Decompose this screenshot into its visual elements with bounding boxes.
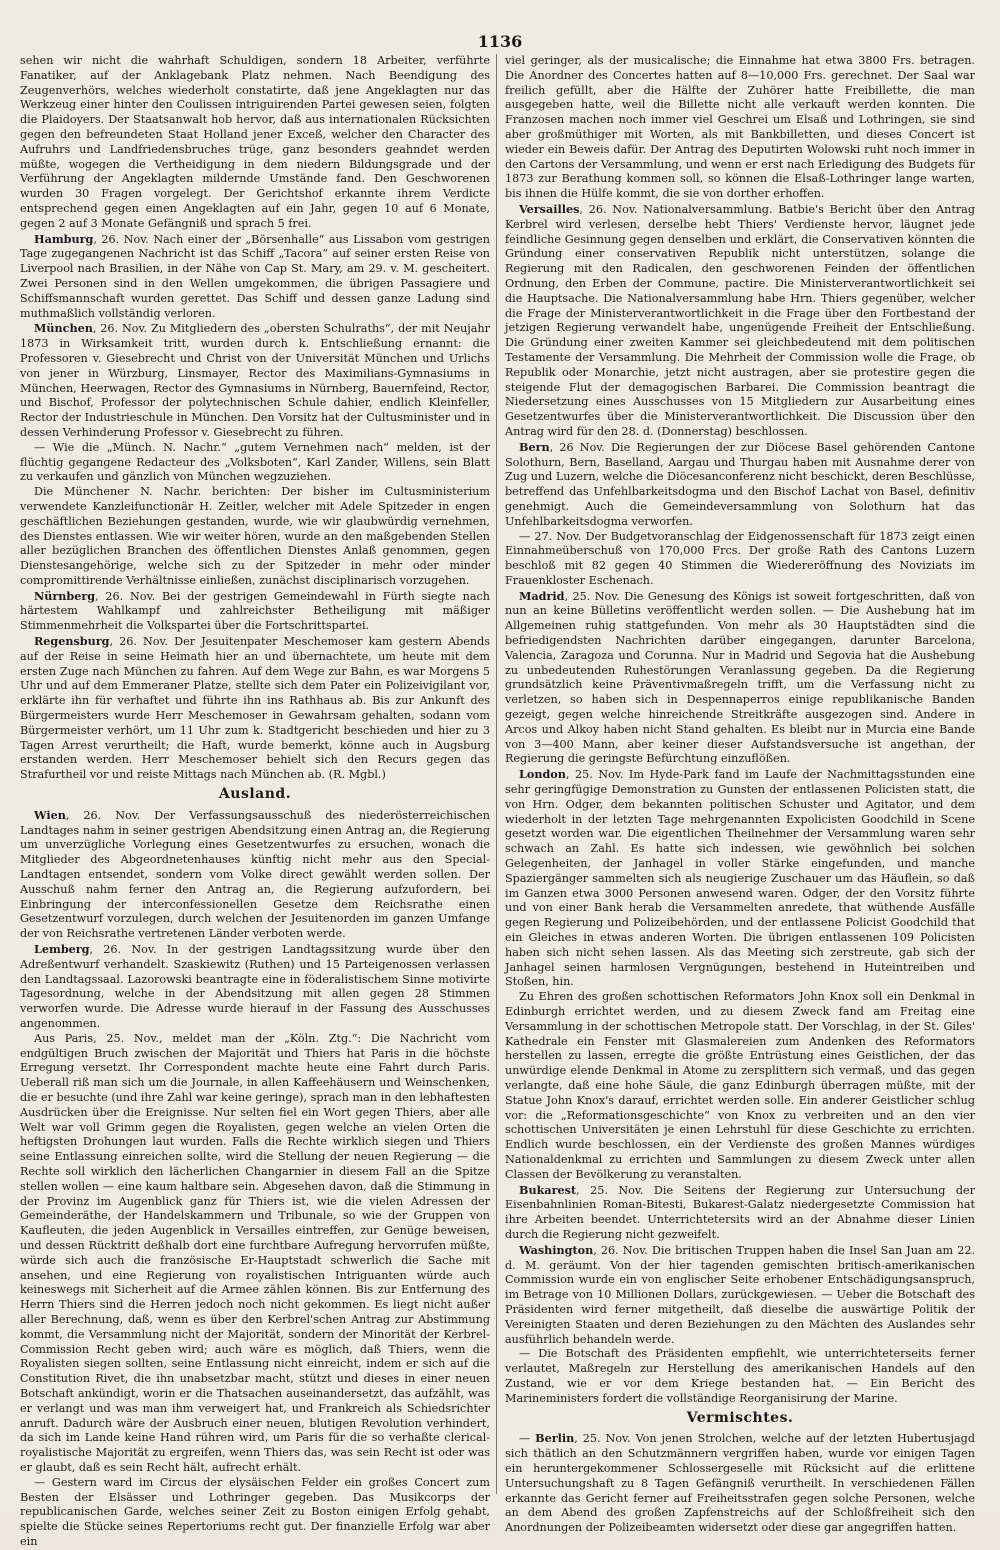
left-column-articles — [20, 54, 490, 783]
article-paragraph: Madrid, 25. Nov. Die Genesung des Königs ist soweit fortgeschritten, daß von nun an keine Bülletins veröffentlicht werden sollen. — Die Aushebung hat im Allgemeinen ruhig stattgefunden. Von mehr als 30 Hauptstädten sind die befriedigendsten Nachrichten darüber eingegangen, darunter Barcelona, Valencia, Zaragoza und Corunna. Nur in Madrid und Segovia hat die Aushebung zu unbedeutenden Ruhestörungen Veranlassung gegeben. Da die Regierung grundsätzlich keine Präventivmaßregeln trifft, um die Verfassung nicht zu verletzen, so haben sich in Despennaperros einige republikanische Banden gezeigt, gegen welche hinreichende Streitkräfte ausgezogen sind. Andere in Arcos und Alkoy haben nicht Stand gehalten. Es bleibt nur in Murcia eine Bande von 3—400 Mann, aber keiner dieser Aufstandsversuche ist angethan, der Regierung die geringste Befürchtung einzuflößen. — [505, 588, 975, 766]
article-paragraph: — Gestern ward im Circus der elysäischen Felder ein großes Concert zum Besten der Elsässer und Lothringer gegeben. Das Musikcorps der republicanischen Garde, welches seiner Zeit zu Boston einigen Erfolg gehabt, spielte die Stücke seines Repertoriums recht gut. Der finanzielle Erfolg war aber ein — [20, 1475, 490, 1548]
article-paragraph: — Die Botschaft des Präsidenten empfiehlt, wie unterrichteterseits ferner verlautet, Maßregeln zur Herstellung des amerikanischen Handels auf den Zustand, wie er vor dem Kriege bestanden hat. — Ein Bericht des Marineministers fordert die vollständige Reorganisirung der Marine. — [505, 1347, 975, 1405]
dateline-place: Wien — [34, 807, 66, 822]
section-heading-vermischtes: Vermischtes. — [686, 1409, 794, 1426]
dateline-place: Berlin — [535, 1431, 575, 1446]
article-paragraph: Bern, 26 Nov. Die Regierungen der zur Diöcese Basel gehörenden Cantone Solothurn, Bern, Baselland, Aargau und Thurgau haben mit Ausnahme derer von Zug und Luzern, welche die Diöcesanconferenz nicht beschickt, deren Beschlüsse, betreffend das Unfehlbarkeitsdogma und den Bischof Lachat von Basel, definitiv genehmigt. Auch die Gemeindeversammlung von Solothurn hat das Unfehlbarkeitsdogma verworfen. — [505, 439, 975, 528]
article-paragraph: — 27. Nov. Der Budgetvoranschlag der Eidgenossenschaft für 1873 zeigt einen Einnahmeüberschuß von 170,000 Frcs. Der große Rath des Cantons Luzern beschloß mit 82 gegen 40 Stimmen die Wiedereröffnung des Noviziats im Frauenkloster Eschenach. — [505, 529, 975, 587]
dateline-place: Bern — [519, 439, 550, 454]
article-paragraph: Bukarest, 25. Nov. Die Seitens der Regierung zur Untersuchung der Eisenbahnlinien Roman-Bitesti, Bukarest-Galatz niedergesetzte Commission hat ihre Arbeiten beendet. Unterrichtetersits wird an der Abnahme dieser Linien durch die Regierung nicht gezweifelt. — [505, 1182, 975, 1241]
article-paragraph: Wien, 26. Nov. Der Verfassungsausschuß des niederösterreichischen Landtages nahm in seiner gestrigen Abendsitzung einen Antrag an, die Regierung um unverzügliche Vorlegung eines Gesetzentwurfes zu ersuchen, wonach die Mitglieder des Abgeordnetenhauses künftig nicht mehr aus den Special-Landtagen entsendet, sondern vom Volke direct gewählt werden sollen. Der Ausschuß nahm ferner den Antrag an, die Regierung aufzufordern, bei Einbringung der interconfessionellen Gesetze dem Reichsrathe einen Gesetzentwurf vorzulegen, durch welchen der Jesuitenorden im ganzen Umfange der von Reichsrathe vertretenen Länder verboten werde. — [20, 807, 490, 941]
dateline-place: Versailles — [519, 201, 580, 216]
article-paragraph: Aus Paris, 25. Nov., meldet man der „Köln. Ztg.“: Die Nachricht vom endgültigen Bruch zwischen der Majorität und Thiers hat Paris in die höchste Erregung versetzt. Ihr Correspondent machte heute eine Fahrt durch Paris. Ueberall riß man sich um die Journale, in allen Kaffeehäusern und Weinschenken, die er besuchte (und ihre Zahl war keine geringe), sprach man in den lebhaftesten Ausdrücken über die Ereignisse. Nur selten fiel ein Wort gegen Thiers, aber alle Welt war voll Grimm gegen die Royalisten, gegen welche an vielen Orten die heftigsten Drohungen laut wurden. Falls die Rechte wirklich siegen und Thiers seine Entlassung einreichen sollte, wird die Stellung der neuen Regierung — die Rechte soll wirklich den lächerlichen Changarnier in diesem Fall an die Spitze stellen wollen — eine kaum haltbare sein. Abgesehen davon, daß die Stimmung in der Provinz im Augenblick ganz für Thiers ist, wie die vielen Adressen der Gemeinderäthe, der Handelskammern und Tribunale, so wie der Gruppen von Kaufleuten, die jeden Augenblick in Versailles eintreffen, zur Genüge beweisen, und dessen Rücktritt deßhalb dort eine furchtbare Aufregung hervorrufen müßte, würde sich auch die französische Er-Hauptstadt schwerlich die Sache mit ansehen, und eine Regierung von royalistischen Intriguanten würde auch keineswegs mit Sicherheit auf die Armee zählen können. Bis zur Entfernung des Herrn Thiers sind die Herren jedoch noch nicht gekommen. Es liegt nicht außer aller Berechnung, daß, wenn es über den Kerbrel'schen Antrag zur Abstimmung kommt, die Versammlung nicht der Majorität, sondern der Minorität der Kerbrel-Commission Recht geben wird; auch wäre es möglich, daß Thiers, wenn die Royalisten siegen sollten, seine Entlassung nicht einreicht, indem er sich auf die Constitution Rivet, die ihn unabsetzbar macht, stützt und dieses in einer neuen Botschaft ankündigt, worin er die Thatsachen auseinandersetzt, das aufzählt, was er verlangt und was man ihm verweigert hat, und Frankreich als Schiedsrichter anruft. Dadurch wäre der Ausbruch einer neuen, blutigen Revolution verhindert, da sich im Lande keine Hand rühren wird, um Paris für die so verhaßte clerical-royalistische Majorität zu ergreifen, wenn Thiers das, was sein Recht ist oder was er glaubt, daß es sein Recht hält, aufrecht erhält. — [20, 1031, 491, 1474]
dateline-place: Regensburg — [34, 634, 110, 649]
section-heading-ausland: Ausland. — [218, 786, 292, 803]
article-paragraph: — Wie die „Münch. N. Nachr.“ „gutem Vernehmen nach“ melden, ist der flüchtig gegangene Redacteur des „Volksboten“, Karl Zander, Willens, sein Blatt zu verkaufen und gänzlich von München wegzuziehen. — [20, 440, 490, 484]
article-paragraph: sehen wir nicht die wahrhaft Schuldigen, sondern 18 Arbeiter, verführte Fanatiker, auf der Anklagebank Platz nehmen. Nach Beendigung des Zeugenverhörs, welches wiederholt constatirte, daß jene Angeklagten nur das Werkzeug einer hinter den Coulissen intriguirenden Partei gewesen seien, folgten die Plaidoyers. Der Staatsanwalt hob hervor, daß aus internationalen Rücksichten gegen den befreundeten Staat Holland jener Exceß, welcher den Character des Aufruhrs und Landfriedensbruches trüge, ganz besonders geahndet werden müßte, wogegen die Vertheidigung in dem niedern Bildungsgrade und der Verführung der Angeklagten mildernde Umstände fand. Den Geschworenen wurden 30 Fragen vorgelegt. Der Gerichtshof erkannte ihrem Verdicte entsprechend gegen einen Angeklagten auf ein Jahr, gegen 10 auf 6 Monate, gegen 2 auf 3 Monate Gefängniß und sprach 5 frei. — [20, 54, 490, 230]
article-paragraph: Zu Ehren des großen schottischen Reformators John Knox soll ein Denkmal in Edinburgh errichtet werden, und zu diesem Zweck fand am Freitag eine Versammlung in der schottischen Metropole statt. Der Vorschlag, in der St. Giles' Kathedrale ein Fenster mit Glasmalereien zum Andenken des Reformators herstellen zu lassen, erregte die größte Entrüstung eines Geistlichen, der das unwürdige elende Denkmal in Atome zu zersplittern sich vermaß, und das gegen verlangte, daß eine hohe Säule, die ganz Edinburgh überragen müßte, mit der Statue John Knox's darauf, errichtet werden solle. Ein anderer Geistlicher schlug vor: die „Reformationsgeschichte“ von Knox zu verbreiten und an den vier schottischen Universitäten je einen Lehrstuhl für diese Geschichte zu errichten. Endlich wurde beschlossen, ein der Verdienste des großen Mannes würdiges Nationaldenkmal zu errichten und Sammlungen zu diesem Zweck unter allen Classen der Bevölkerung zu veranstalten. — [505, 990, 975, 1181]
right-column-misc-articles — [505, 1431, 975, 1536]
article-paragraph: Versailles, 26. Nov. Nationalversammlung. Batbie's Bericht über den Antrag Kerbrel wird verlesen, derselbe hebt Thiers' Verdienste hervor, läugnet jede feindliche Gesinnung gegen denselben und erklärt, die Conservativen könnten die Gründung einer conservativen Republik nicht unterstützen, solange die Regierung mit den Radicalen, den geschworenen Feinden der öffentlichen Ordnung, den Erben der Commune, pactire. Die Ministerverantwortlichkeit sei die Hauptsache. Die Nationalversammlung habe Hrn. Thiers gegenüber, welcher die Frage der Ministerverantwortlichkeit in die Frage über den Fortbestand der jetzigen Regierung verwandelt habe, ungenügende Freiheit der Entschließung. Die Gründung einer zweiten Kammer sei gleichbedeutend mit dem politischen Testamente der Versammlung. Die Mehrheit der Commission wolle die Frage, ob Republik oder Monarchie, jetzt nicht austragen, aber sie protestire gegen die steigende Flut der demagogischen Barbarei. Die Commission beantragt die Niedersetzung eines Ausschusses von 15 Mitgliedern zur Ausarbeitung eines Gesetzentwurfes über die Ministerverantwortlichkeit. Die Discussion über den Antrag wird für den 28. d. (Donnerstag) beschlossen. — [505, 201, 975, 438]
page-number: 1136 — [477, 32, 523, 51]
article-paragraph: Lemberg, 26. Nov. In der gestrigen Landtagssitzung wurde über den Adreßentwurf verhandelt. Szaskiewitz (Ruthen) und 15 Parteigenossen verlassen den Landtagssaal. Lazorowski beantragte eine in föderalistischem Sinne motivirte Tagesordnung, welche in der Abendsitzung mit allen gegen 28 Stimmen verworfen wurde. Die Adresse wurde hierauf in der Fassung des Ausschusses angenommen. — [20, 942, 490, 1030]
dateline-place: Washington — [519, 1242, 594, 1257]
dateline-place: München — [34, 321, 93, 336]
article-paragraph: Washington, 26. Nov. Die britischen Truppen haben die Insel San Juan am 22. d. M. geräumt. Von der hier tagenden gemischten britisch-amerikanischen Commission wurde ein von englischer Seite erhobener Entschädigungsanspruch, im Betrage von 10 Millionen Dollars, zurückgewiesen. — Ueber die Botschaft des Präsidenten wird ferner mitgetheilt, daß dieselbe die auswärtige Politik der Vereinigten Staaten und deren Beziehungen zu den Mächten des Auslandes sehr ausführlich behandeln werde. — [505, 1242, 975, 1346]
right-column — [505, 54, 976, 1535]
dateline-place: Bukarest — [519, 1182, 577, 1197]
article-paragraph: viel geringer, als der musicalische; die Einnahme hat etwa 3800 Frs. betragen. Die Anordner des Concertes hatten auf 8—10,000 Frs. gerechnet. Der Saal war freilich gefüllt, aber die Hälfte der Zuhörer hatte Freibillette, die man ausgegeben hatte, weil die Billette nicht alle verkauft werden konnten. Die Franzosen machen noch immer viel Geschrei um Elsaß und Lothringen, sie sind aber großmüthiger mit Worten, als mit Bankbilletten, und dieses Concert ist wieder ein Beweis dafür. Der Antrag des Deputirten Wolowski ruht noch immer in den Cartons der Versammlung, und wenn er erst nach Erledigung des Budgets für 1873 zur Berathung kommen soll, so können die Elsaß-Lothringer lange warten, bis ihnen die Hülfe kommt, die sie von dorther erhoffen. — [505, 54, 975, 201]
dateline-place: London — [519, 767, 566, 782]
dateline-place: Hamburg — [34, 231, 94, 246]
article-paragraph: — Berlin, 25. Nov. Von jenen Strolchen, welche auf der letzten Hubertusjagd sich thätlich an den Schutzmännern vergriffen haben, wurde vor einigen Tagen ein heruntergekommener Schlossergeselle mit Rücksicht auf die erlittene Untersuchungshaft zu 8 Tagen Gefängniß verurtheilt. In verschiedenen Fällen erkannte das Gericht ferner auf Freiheitsstrafen gegen solche Personen, welche an dem Abend des großen Zapfenstreichs auf der Schloßfreiheit sich den Anordnungen der Polizeibeamten widersetzt oder diese gar angegriffen hatten. — [505, 1431, 976, 1535]
article-paragraph: Hamburg, 26. Nov. Nach einer der „Börsenhalle“ aus Lissabon vom gestrigen Tage zugegangenen Nachricht ist das Schiff „Tacora“ auf seiner ersten Reise von Liverpool nach Brasilien, in der Nähe von Cap St. Mary, am 29. v. M. gescheitert. Zwei Personen sind in den Wellen umgekommen, die übrigen Passagiere und Schiffsmannschaft wurden gerettet. Das Schiff und dessen ganze Ladung sind muthmaßlich vollständig verloren. — [20, 231, 490, 320]
right-column-articles — [505, 54, 975, 1407]
left-column — [20, 54, 491, 1548]
article-paragraph: Die Münchener N. Nachr. berichten: Der bisher im Cultusministerium verwendete Kanzleifunctionär H. Zeitler, welcher mit Adele Spitzeder in engen geschäftlichen Beziehungen gestanden, wurde, wie wir glaubwürdig vernehmen, des Dienstes entlassen. Wie wir weiter hören, wurde an den maßgebenden Stellen aller bezüglichen Branchen des öffentlichen Dienstes Anlaß genommen, gegen Dienstesangehörige, welche sich zu der Spitzeder in mehr oder minder compromittirende Verhältnisse einließen, zunächst disciplinarisch vorzugehen. — [20, 485, 490, 587]
article-paragraph: London, 25. Nov. Im Hyde-Park fand im Laufe der Nachmittagsstunden eine sehr geringfügige Demonstration zu Gunsten der entlassenen Policisten statt, die von Hrn. Odger, dem bekannten politischen Schuster und Agitator, und dem wiederholt in der letzten Tage mehrgenannten Expolicisten Goodchild in Scene gesetzt worden war. Die eigentlichen Theilnehmer der Versammlung waren sehr schwach an Zahl. Es hatte sich indessen, wie gewöhnlich bei solchen Gelegenheiten, der Janhagel in voller Stärke eingefunden, und manche Spaziergänger sammelten sich als neugierige Zuschauer um das Häuflein, so daß im Ganzen etwa 3000 Personen anwesend waren. Odger, der den Vorsitz führte und von einer Bank herab die Versammelten anredete, that wüthende Ausfälle gegen Regierung und Polizeibehörden, und der entlassene Policist Goodchild that ein Gleiches in etwas anderen Worten. Die übrigen entlassenen 109 Policisten haben sich nicht sehen lassen. Als das Meeting sich zerstreute, gab sich der Janhagel seinen harmlosen Vergnügungen, bestehend in Huteintreiben und Stoßen, hin. — [505, 767, 975, 989]
left-column-foreign-articles — [20, 808, 490, 1550]
article-paragraph: Regensburg, 26. Nov. Der Jesuitenpater Meschemoser kam gestern Abends auf der Reise in seine Heimath hier an und übernachtete, um heute mit dem ersten Zuge nach München zu fahren. Auf dem Wege zur Bahn, es war Morgens 5 Uhr und auf dem Emmeraner Platze, stellte sich dem Pater ein Polizeivigilant vor, erklärte ihn für verhaftet und führte ihn ins Rathhaus ab. Bis zur Ankunft des Bürgermeisters wurde Herr Meschemoser in Gewahrsam gehalten, sodann vom Bürgermeister verhört, um 11 Uhr zum k. Stadtgericht beschieden und hier zu 3 Tagen Arrest verurtheilt; die Haft, wurde bemerkt, könne auch in Augsburg erstanden werden. Herr Meschemoser behielt sich den Recurs gegen das Strafurtheil vor und reiste Mittags nach München ab. (R. Mgbl.) — [20, 634, 490, 782]
article-paragraph: Nürnberg, 26. Nov. Bei der gestrigen Gemeindewahl in Fürth siegte nach härtestem Wahlkampf und zahlreichster Betheiligung mit mäßiger Stimmenmehrheit die Volkspartei über die Fortschrittspartei. — [20, 588, 490, 633]
column-divider — [496, 54, 497, 1494]
dateline-place: Madrid — [519, 588, 565, 603]
dateline-place: Lemberg — [34, 942, 90, 957]
article-paragraph: München, 26. Nov. Zu Mitgliedern des „obersten Schulraths“, der mit Neujahr 1873 in Wirksamkeit tritt, wurden durch k. Entschließung ernannt: die Professoren v. Giesebrecht und Christ von der Universität München und Urlichs von jener in Würzburg, Linsmayer, Rector des Maximilians-Gymnasiums in München, Heerwagen, Rector des Gymnasiums in Nürnberg, Bauernfeind, Rector, und Bischof, Professor der polytechnischen Schule dahier, endlich Kleinfeller, Rector der Industrieschule in München. Den Vorsitz hat der Cultusminister und in dessen Verhinderung Professor v. Giesebrecht zu führen. — [20, 321, 490, 439]
dateline-place: Nürnberg — [34, 588, 96, 603]
